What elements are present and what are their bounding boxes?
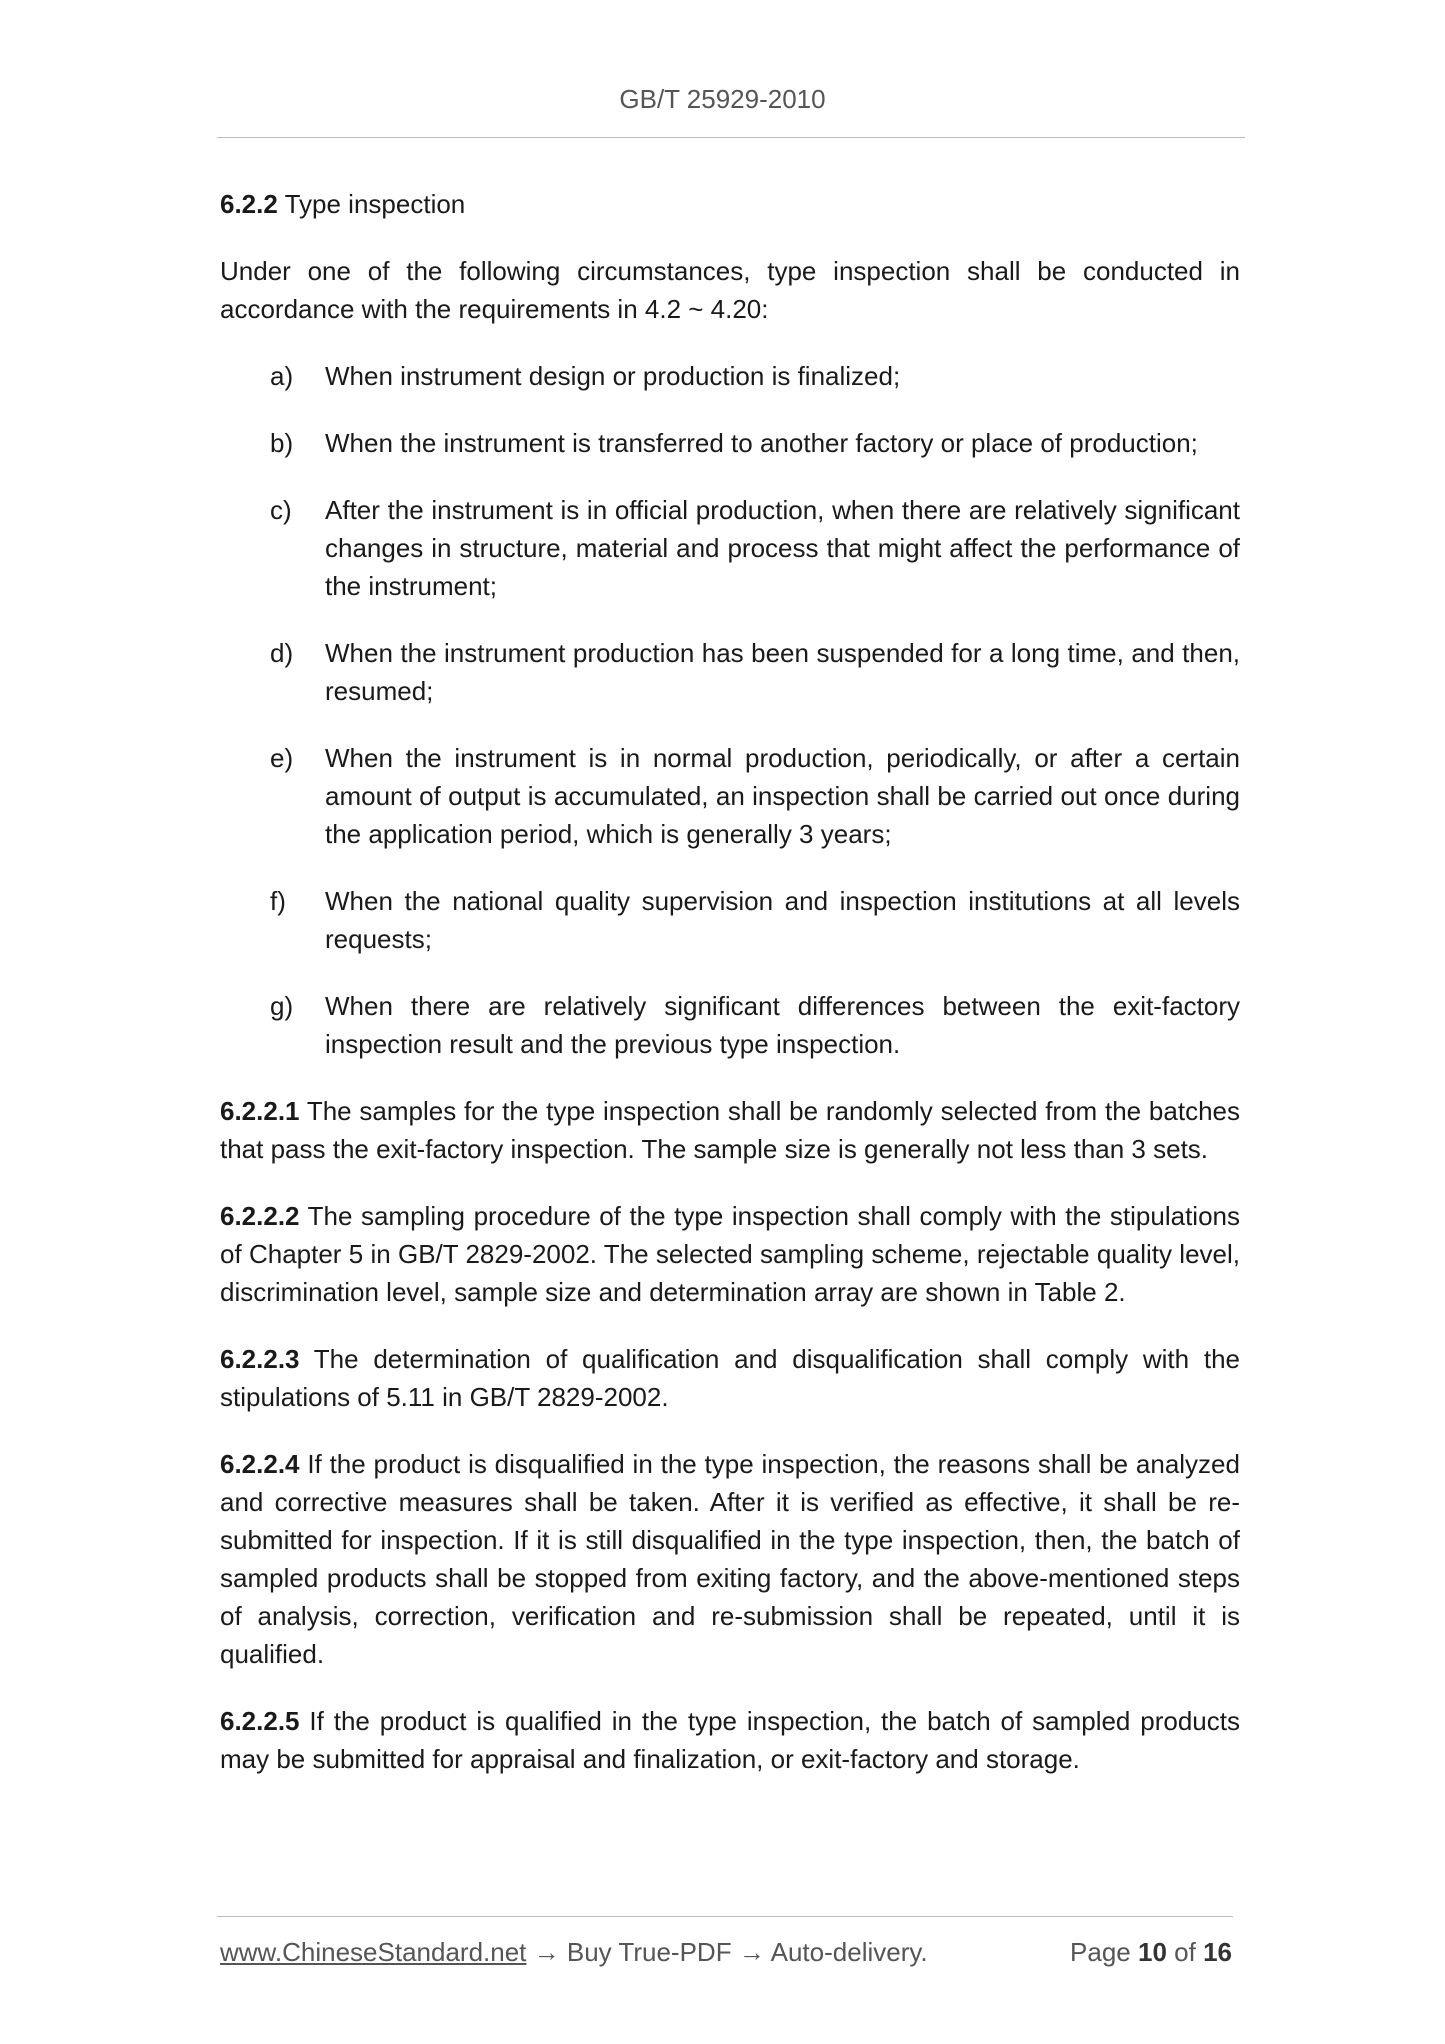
clause-number: 6.2.2.1	[220, 1096, 300, 1126]
list-item	[220, 424, 1240, 462]
clause-6-2-2-5	[220, 1702, 1240, 1778]
clause-6-2-2-3	[220, 1340, 1240, 1416]
header-divider	[217, 137, 1245, 138]
list-item	[220, 357, 1240, 395]
page-label: Page	[1070, 1937, 1131, 1967]
list-item	[220, 987, 1240, 1063]
list-marker: c)	[270, 495, 292, 525]
document-header-title: GB/T 25929-2010	[619, 84, 826, 114]
list-item	[220, 491, 1240, 605]
list-item	[220, 634, 1240, 710]
document-body	[220, 185, 1240, 1807]
page-indicator	[1070, 1933, 1232, 1971]
list-marker: g)	[270, 991, 294, 1021]
arrow-right-icon: →	[533, 1937, 560, 1967]
list-item-text: When there are relatively significant differences between the exit-factory inspection result and the previous type inspection.	[325, 991, 1240, 1059]
list-item-text: When instrument design or production is finalized;	[325, 361, 901, 391]
section-number: 6.2.2	[220, 189, 278, 219]
list-item-text: When the instrument is in normal production, periodically, or after a certain amount of output is accumulated, an inspection shall be carried out once during the application period, which is generally 3 years;	[325, 743, 1240, 849]
clause-text: If the product is qualified in the type inspection, the batch of sampled products may be submitted for appraisal and finalization, or exit-factory and storage.	[220, 1706, 1240, 1774]
clause-text: The samples for the type inspection shall be randomly selected from the batches that pass the exit-factory inspection. The sample size is generally not less than 3 sets.	[220, 1096, 1240, 1164]
page-current: 10	[1138, 1937, 1167, 1967]
intro-paragraph: Under one of the following circumstances, type inspection shall be conducted in accordance with the requirements in 4.2 ~ 4.20:	[220, 256, 1240, 324]
footer-divider	[217, 1916, 1233, 1917]
list-item-text: When the instrument is transferred to another factory or place of production;	[325, 428, 1198, 458]
clause-6-2-2-1	[220, 1092, 1240, 1168]
list-item-text: When the national quality supervision and inspection institutions at all levels requests;	[325, 886, 1240, 954]
circumstance-list	[220, 357, 1240, 1063]
section-heading	[220, 185, 1240, 223]
page-footer	[220, 1933, 1232, 1971]
clause-text: The sampling procedure of the type inspection shall comply with the stipulations of Chapter 5 in GB/T 2829-2002. The selected sampling scheme, rejectable quality level, discrimination level, sample size and determination array are shown in Table 2.	[220, 1201, 1240, 1307]
list-marker: f)	[270, 886, 286, 916]
section-title: Type inspection	[284, 189, 466, 219]
website-link[interactable]: www.ChineseStandard.net	[220, 1937, 527, 1967]
clause-number: 6.2.2.2	[220, 1201, 300, 1231]
clause-number: 6.2.2.5	[220, 1706, 300, 1736]
clause-6-2-2-2	[220, 1197, 1240, 1311]
clause-number: 6.2.2.3	[220, 1344, 300, 1374]
arrow-right-icon: →	[738, 1937, 765, 1967]
list-marker: d)	[270, 638, 294, 668]
list-item	[220, 739, 1240, 853]
list-item-text: After the instrument is in official production, when there are relatively significant changes in structure, material and process that might affect the performance of the instrument;	[325, 495, 1240, 601]
list-marker: a)	[270, 361, 294, 391]
list-item-text: When the instrument production has been suspended for a long time, and then, resumed;	[325, 638, 1240, 706]
clause-6-2-2-4	[220, 1445, 1240, 1673]
page-of: of	[1174, 1937, 1196, 1967]
clause-text: If the product is disqualified in the type inspection, the reasons shall be analyzed and corrective measures shall be taken. After it is verified as effective, it shall be re-submitted for inspection. If it is still disqualified in the type inspection, then, the batch of sampled products shall be stopped from exiting factory, and the above-mentioned steps of analysis, correction, verification and re-submission shall be repeated, until it is qualified.	[220, 1449, 1240, 1669]
page-total: 16	[1203, 1937, 1232, 1967]
list-item	[220, 882, 1240, 958]
list-marker: b)	[270, 428, 294, 458]
clause-number: 6.2.2.4	[220, 1449, 300, 1479]
clause-text: The determination of qualification and disqualification shall comply with the stipulations of 5.11 in GB/T 2829-2002.	[220, 1344, 1240, 1412]
footer-step-buy: Buy True-PDF	[566, 1937, 732, 1967]
list-marker: e)	[270, 743, 294, 773]
footer-step-delivery: Auto-delivery.	[770, 1937, 928, 1967]
